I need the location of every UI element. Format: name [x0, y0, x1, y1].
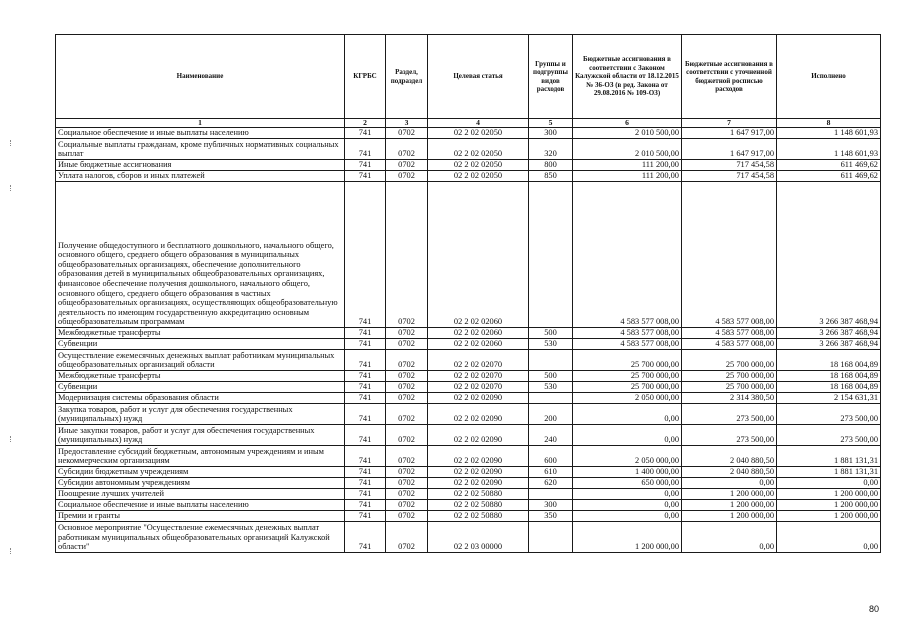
row-section: 0702	[386, 522, 428, 553]
row-kgrbs: 741	[345, 511, 386, 522]
row-section: 0702	[386, 511, 428, 522]
row-executed: 273 500,00	[777, 425, 881, 446]
table-row	[56, 382, 881, 393]
row-section: 0702	[386, 425, 428, 446]
row-section: 0702	[386, 139, 428, 160]
row-group: 240	[529, 425, 573, 446]
row-kgrbs: 741	[345, 328, 386, 339]
row-law-allocation: 2 050 000,00	[573, 393, 682, 404]
row-name: Субвенции	[56, 339, 345, 350]
row-kgrbs: 741	[345, 139, 386, 160]
margin-mark	[10, 185, 14, 191]
row-name: Межбюджетные трансферты	[56, 371, 345, 382]
row-executed: 1 200 000,00	[777, 500, 881, 511]
row-kgrbs: 741	[345, 478, 386, 489]
row-law-allocation: 4 583 577 008,00	[573, 328, 682, 339]
row-executed: 611 469,62	[777, 160, 881, 171]
row-section: 0702	[386, 446, 428, 467]
table-row	[56, 171, 881, 182]
column-number: 3	[386, 119, 428, 128]
table-header	[56, 35, 881, 128]
row-kgrbs: 741	[345, 171, 386, 182]
row-law-allocation: 0,00	[573, 425, 682, 446]
row-kgrbs: 741	[345, 425, 386, 446]
row-group: 300	[529, 500, 573, 511]
row-target: 02 2 02 02090	[428, 393, 529, 404]
row-law-allocation: 0,00	[573, 500, 682, 511]
row-name: Основное мероприятие "Осуществление ежемесячных денежных выплат работникам муниципальных общеобразовательных организаций Калужской области"	[56, 522, 345, 553]
header-section: Раздел, подраздел	[386, 35, 428, 119]
row-group: 620	[529, 478, 573, 489]
row-section: 0702	[386, 339, 428, 350]
row-name: Премии и гранты	[56, 511, 345, 522]
row-law-allocation: 111 200,00	[573, 171, 682, 182]
row-executed: 2 154 631,31	[777, 393, 881, 404]
column-number: 2	[345, 119, 386, 128]
table-row	[56, 467, 881, 478]
header-executed: Исполнено	[777, 35, 881, 119]
row-group: 500	[529, 328, 573, 339]
header-name: Наименование	[56, 35, 345, 119]
row-refined-allocation: 1 200 000,00	[682, 500, 777, 511]
header-refined-allocations: Бюджетные ассигнования в соответствии с уточненной бюджетной росписью расходов	[682, 35, 777, 119]
row-group: 850	[529, 171, 573, 182]
row-name: Иные закупки товаров, работ и услуг для обеспечения государственных (муниципальных) нужд	[56, 425, 345, 446]
table-row	[56, 350, 881, 371]
row-target: 02 2 02 02090	[428, 404, 529, 425]
row-group: 350	[529, 511, 573, 522]
header-law-allocations: Бюджетные ассигнования в соответствии с Законом Калужской области от 18.12.2015 № 36-ОЗ (в ред. Закона от 29.08.2016 № 109-ОЗ)	[573, 35, 682, 119]
row-name: Социальное обеспечение и иные выплаты населению	[56, 128, 345, 139]
row-kgrbs: 741	[345, 182, 386, 328]
row-name: Уплата налогов, сборов и иных платежей	[56, 171, 345, 182]
row-name: Субвенции	[56, 382, 345, 393]
row-section: 0702	[386, 478, 428, 489]
row-target: 02 2 02 02060	[428, 339, 529, 350]
row-refined-allocation: 717 454,58	[682, 171, 777, 182]
row-section: 0702	[386, 182, 428, 328]
column-number: 8	[777, 119, 881, 128]
row-target: 02 2 02 02050	[428, 128, 529, 139]
row-group: 320	[529, 139, 573, 160]
row-refined-allocation: 273 500,00	[682, 404, 777, 425]
table-row	[56, 160, 881, 171]
row-section: 0702	[386, 171, 428, 182]
table-row	[56, 446, 881, 467]
row-kgrbs: 741	[345, 467, 386, 478]
table-row	[56, 371, 881, 382]
row-law-allocation: 1 400 000,00	[573, 467, 682, 478]
column-number: 4	[428, 119, 529, 128]
table-row	[56, 500, 881, 511]
row-kgrbs: 741	[345, 350, 386, 371]
row-refined-allocation: 25 700 000,00	[682, 350, 777, 371]
row-target: 02 2 02 02070	[428, 382, 529, 393]
table-row	[56, 404, 881, 425]
row-section: 0702	[386, 404, 428, 425]
margin-mark	[10, 140, 14, 146]
row-refined-allocation: 0,00	[682, 478, 777, 489]
row-name: Субсидии автономным учреждениям	[56, 478, 345, 489]
row-group	[529, 350, 573, 371]
row-law-allocation: 1 200 000,00	[573, 522, 682, 553]
row-refined-allocation: 1 200 000,00	[682, 489, 777, 500]
row-law-allocation: 0,00	[573, 404, 682, 425]
row-kgrbs: 741	[345, 160, 386, 171]
table-row	[56, 139, 881, 160]
row-refined-allocation: 1 647 917,00	[682, 128, 777, 139]
row-section: 0702	[386, 160, 428, 171]
row-kgrbs: 741	[345, 371, 386, 382]
row-law-allocation: 0,00	[573, 511, 682, 522]
row-executed: 3 266 387 468,94	[777, 182, 881, 328]
row-executed: 18 168 004,89	[777, 350, 881, 371]
row-kgrbs: 741	[345, 393, 386, 404]
row-name: Межбюджетные трансферты	[56, 328, 345, 339]
row-section: 0702	[386, 489, 428, 500]
row-law-allocation: 25 700 000,00	[573, 350, 682, 371]
row-group: 300	[529, 128, 573, 139]
row-section: 0702	[386, 371, 428, 382]
row-target: 02 2 02 02090	[428, 425, 529, 446]
row-kgrbs: 741	[345, 500, 386, 511]
table-row	[56, 328, 881, 339]
row-target: 02 2 03 00000	[428, 522, 529, 553]
row-name: Закупка товаров, работ и услуг для обеспечения государственных (муниципальных) нужд	[56, 404, 345, 425]
row-target: 02 2 02 02070	[428, 350, 529, 371]
table-row	[56, 128, 881, 139]
row-executed: 1 881 131,31	[777, 446, 881, 467]
row-target: 02 2 02 02090	[428, 478, 529, 489]
page-number: 80	[868, 604, 879, 614]
row-law-allocation: 111 200,00	[573, 160, 682, 171]
row-executed: 1 148 601,93	[777, 139, 881, 160]
row-name: Субсидии бюджетным учреждениям	[56, 467, 345, 478]
row-name: Поощрение лучших учителей	[56, 489, 345, 500]
header-target: Целевая статья	[428, 35, 529, 119]
row-section: 0702	[386, 500, 428, 511]
table-row	[56, 393, 881, 404]
row-executed: 273 500,00	[777, 404, 881, 425]
row-law-allocation: 4 583 577 008,00	[573, 339, 682, 350]
row-refined-allocation: 25 700 000,00	[682, 371, 777, 382]
row-section: 0702	[386, 350, 428, 371]
row-law-allocation: 4 583 577 008,00	[573, 182, 682, 328]
row-target: 02 2 02 02090	[428, 467, 529, 478]
row-kgrbs: 741	[345, 446, 386, 467]
row-law-allocation: 2 050 000,00	[573, 446, 682, 467]
row-target: 02 2 02 50880	[428, 489, 529, 500]
row-law-allocation: 0,00	[573, 489, 682, 500]
row-law-allocation: 650 000,00	[573, 478, 682, 489]
row-group	[529, 393, 573, 404]
column-number: 5	[529, 119, 573, 128]
row-group	[529, 489, 573, 500]
row-executed: 0,00	[777, 522, 881, 553]
row-kgrbs: 741	[345, 382, 386, 393]
column-number: 1	[56, 119, 345, 128]
row-group: 530	[529, 339, 573, 350]
row-executed: 1 200 000,00	[777, 511, 881, 522]
row-law-allocation: 25 700 000,00	[573, 382, 682, 393]
column-number: 6	[573, 119, 682, 128]
row-refined-allocation: 4 583 577 008,00	[682, 182, 777, 328]
row-target: 02 2 02 02070	[428, 371, 529, 382]
row-kgrbs: 741	[345, 522, 386, 553]
row-kgrbs: 741	[345, 128, 386, 139]
row-kgrbs: 741	[345, 489, 386, 500]
row-name: Модернизация системы образования области	[56, 393, 345, 404]
row-executed: 18 168 004,89	[777, 382, 881, 393]
row-name: Осуществление ежемесячных денежных выплат работникам муниципальных общеобразовательных организаций области	[56, 350, 345, 371]
row-group: 610	[529, 467, 573, 478]
budget-table	[55, 34, 881, 553]
row-target: 02 2 02 02050	[428, 160, 529, 171]
row-law-allocation: 2 010 500,00	[573, 128, 682, 139]
table-row	[56, 339, 881, 350]
row-target: 02 2 02 50880	[428, 500, 529, 511]
row-executed: 1 148 601,93	[777, 128, 881, 139]
row-refined-allocation: 4 583 577 008,00	[682, 328, 777, 339]
row-name: Предоставление субсидий бюджетным, автономным учреждениям и иным некоммерческим организациям	[56, 446, 345, 467]
table-row	[56, 522, 881, 553]
table-row	[56, 489, 881, 500]
row-group	[529, 182, 573, 328]
row-group: 200	[529, 404, 573, 425]
row-section: 0702	[386, 382, 428, 393]
row-executed: 0,00	[777, 478, 881, 489]
row-executed: 3 266 387 468,94	[777, 328, 881, 339]
row-target: 02 2 02 50880	[428, 511, 529, 522]
table-row	[56, 425, 881, 446]
row-name: Иные бюджетные ассигнования	[56, 160, 345, 171]
row-group: 600	[529, 446, 573, 467]
row-section: 0702	[386, 128, 428, 139]
row-refined-allocation: 2 040 880,50	[682, 467, 777, 478]
row-executed: 3 266 387 468,94	[777, 339, 881, 350]
row-law-allocation: 2 010 500,00	[573, 139, 682, 160]
row-target: 02 2 02 02050	[428, 139, 529, 160]
row-target: 02 2 02 02050	[428, 171, 529, 182]
margin-mark	[10, 436, 14, 442]
row-refined-allocation: 0,00	[682, 522, 777, 553]
row-kgrbs: 741	[345, 404, 386, 425]
table-row	[56, 511, 881, 522]
row-refined-allocation: 717 454,58	[682, 160, 777, 171]
row-name: Получение общедоступного и бесплатного дошкольного, начального общего, основного общего, среднего общего образования в муниципальных общеобразовательных организациях, обеспечение дополнительного образования детей в муниципальных общеобразовательных организациях, финансовое обеспечение получения дошкольного, начального общего, основного общего, среднего общего образования в частных общеобразовательных организациях, осуществляющих общеобразовательную деятельность по имеющим государственную аккредитацию основным общеобразовательным программам	[56, 182, 345, 328]
row-section: 0702	[386, 328, 428, 339]
row-kgrbs: 741	[345, 339, 386, 350]
header-groups: Группы и подгруппы видов расходов	[529, 35, 573, 119]
row-refined-allocation: 25 700 000,00	[682, 382, 777, 393]
table-body	[56, 128, 881, 553]
row-refined-allocation: 2 040 880,50	[682, 446, 777, 467]
row-law-allocation: 25 700 000,00	[573, 371, 682, 382]
row-group	[529, 522, 573, 553]
row-refined-allocation: 1 200 000,00	[682, 511, 777, 522]
header-kgrbs: КГРБС	[345, 35, 386, 119]
row-refined-allocation: 2 314 380,50	[682, 393, 777, 404]
row-group: 530	[529, 382, 573, 393]
column-number-row	[56, 119, 881, 128]
table-row	[56, 182, 881, 328]
row-section: 0702	[386, 467, 428, 478]
row-section: 0702	[386, 393, 428, 404]
row-target: 02 2 02 02060	[428, 182, 529, 328]
row-executed: 1 881 131,31	[777, 467, 881, 478]
margin-mark	[10, 548, 14, 554]
row-executed: 611 469,62	[777, 171, 881, 182]
table-row	[56, 478, 881, 489]
row-group: 500	[529, 371, 573, 382]
column-number: 7	[682, 119, 777, 128]
row-executed: 18 168 004,89	[777, 371, 881, 382]
row-executed: 1 200 000,00	[777, 489, 881, 500]
row-target: 02 2 02 02090	[428, 446, 529, 467]
row-group: 800	[529, 160, 573, 171]
row-refined-allocation: 273 500,00	[682, 425, 777, 446]
row-name: Социальные выплаты гражданам, кроме публичных нормативных социальных выплат	[56, 139, 345, 160]
row-target: 02 2 02 02060	[428, 328, 529, 339]
row-refined-allocation: 1 647 917,00	[682, 139, 777, 160]
row-refined-allocation: 4 583 577 008,00	[682, 339, 777, 350]
row-name: Социальное обеспечение и иные выплаты населению	[56, 500, 345, 511]
